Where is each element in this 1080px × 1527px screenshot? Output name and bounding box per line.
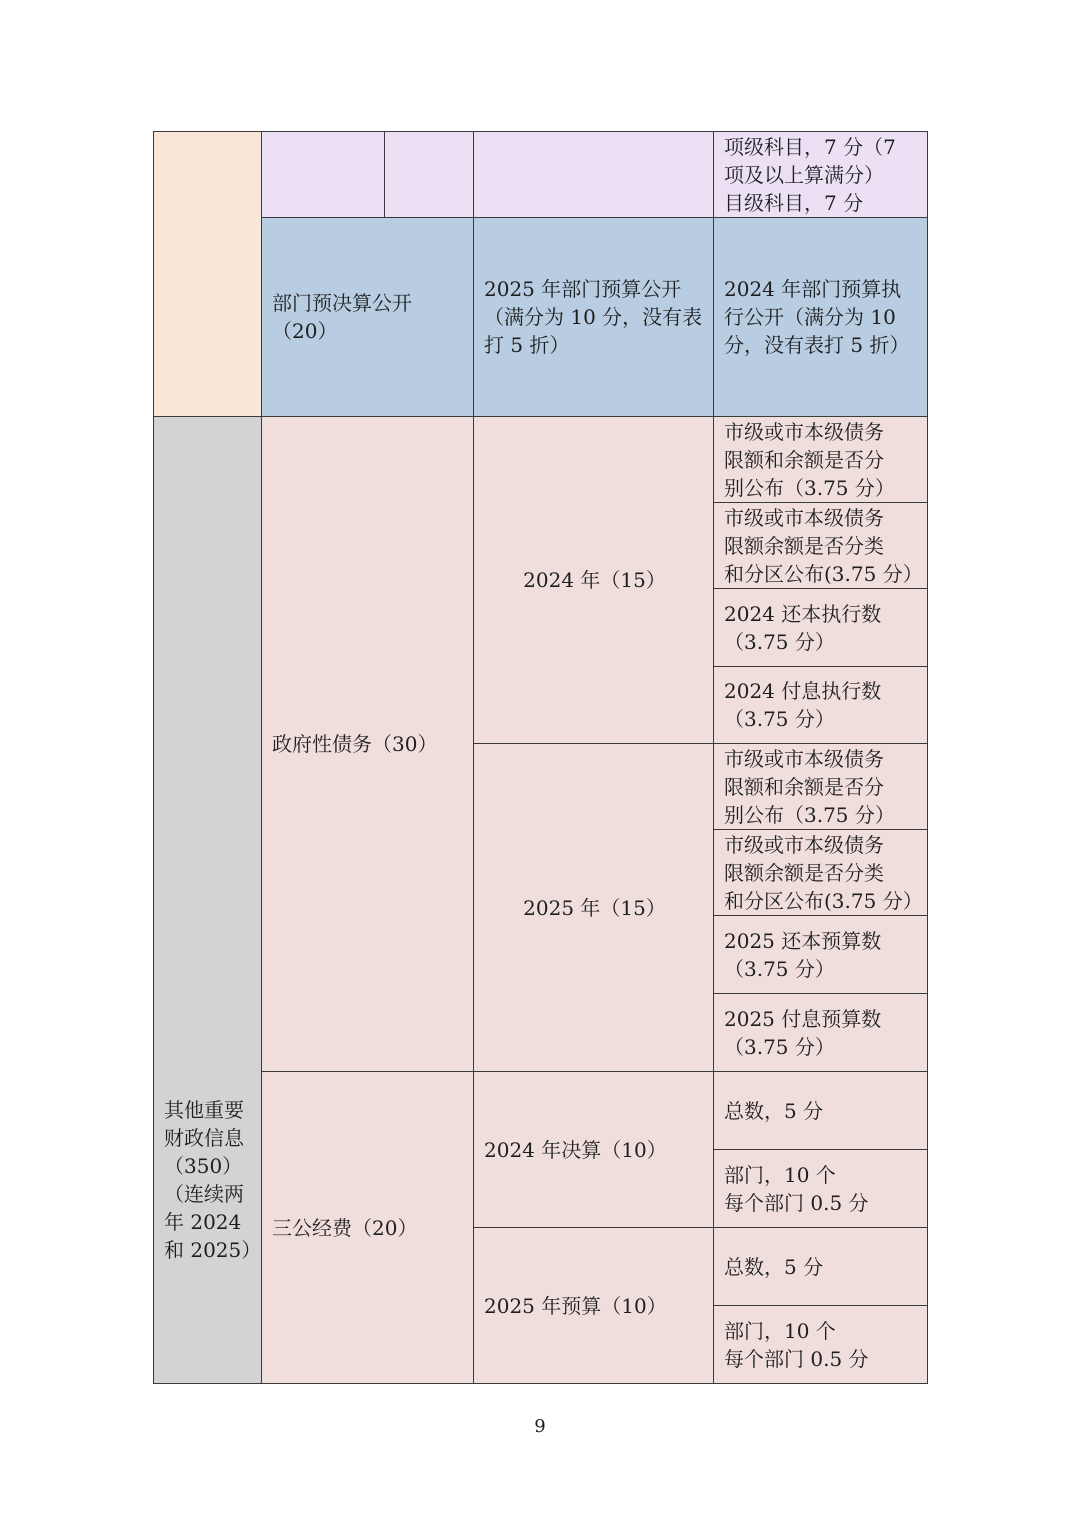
three-public-2025-dept-cell [713, 1305, 928, 1384]
three-public-category-text: 三公经费（20） [272, 1215, 418, 1240]
three-public-2025-dept-text: 部门，10 个 每个部门 0.5 分 [724, 1318, 869, 1371]
other-fiscal-info-text: 其他重要 财政信息 （350） （连续两 年 2024 和 2025） [164, 1098, 262, 1262]
three-public-2025-total-text: 总数，5 分 [724, 1254, 824, 1279]
gov-debt-2024-cell [473, 416, 714, 744]
gov-debt-2024-item-2-text: 市级或市本级债务 限额余额是否分类 和分区公布(3.75 分） [724, 505, 923, 586]
dept-budget-category-text: 部门预决算公开 （20） [272, 291, 412, 343]
gov-debt-category-text: 政府性债务（30） [272, 732, 438, 756]
gov-debt-2025-text: 2025 年（15） [523, 895, 666, 920]
dept-budget-2025-cell [473, 217, 714, 417]
gov-debt-category-cell [261, 416, 474, 1072]
three-public-2024-total-cell [713, 1071, 928, 1150]
lavender-cell-3 [473, 131, 714, 218]
gov-debt-2025-item-3 [713, 915, 928, 994]
gov-debt-2025-item-2-text: 市级或市本级债务 限额余额是否分类 和分区公布(3.75 分） [724, 832, 923, 913]
gov-debt-2025-item-2 [713, 829, 928, 916]
item-level-scoring-text: 项级科目，7 分（7 项及以上算满分） 目级科目，7 分 [724, 134, 896, 215]
gov-debt-2024-item-4 [713, 666, 928, 744]
lavender-cell-2 [384, 131, 474, 218]
three-public-2025-total-cell [713, 1227, 928, 1306]
dept-execution-2024-text: 2024 年部门预算执 行公开（满分为 10 分，没有表打 5 折） [724, 277, 910, 357]
left-category-cell-top [153, 131, 262, 417]
gov-debt-2024-item-4-text: 2024 付息执行数 （3.75 分） [724, 679, 882, 731]
gov-debt-2025-item-1-text: 市级或市本级债务 限额和余额是否分 别公布（3.75 分） [724, 746, 895, 827]
three-public-2024-dept-cell [713, 1149, 928, 1228]
three-public-2024-total-text: 总数，5 分 [724, 1098, 824, 1123]
gov-debt-2024-text: 2024 年（15） [523, 568, 666, 592]
three-public-2025-budget-text: 2025 年预算（10） [484, 1293, 667, 1318]
dept-budget-category-cell [261, 217, 474, 417]
gov-debt-2025-item-1 [713, 743, 928, 830]
three-public-2024-dept-text: 部门，10 个 每个部门 0.5 分 [724, 1162, 869, 1215]
gov-debt-2025-item-4 [713, 993, 928, 1072]
gov-debt-2024-item-3 [713, 588, 928, 667]
gov-debt-2024-item-3-text: 2024 还本执行数 （3.75 分） [724, 601, 882, 654]
lavender-cell-1 [261, 131, 385, 218]
gov-debt-2024-item-2 [713, 502, 928, 589]
dept-budget-2025-text: 2025 年部门预算公开 （满分为 10 分，没有表 打 5 折） [484, 277, 703, 357]
three-public-category-cell [261, 1071, 474, 1384]
three-public-2024-final-cell [473, 1071, 714, 1228]
three-public-2025-budget-cell [473, 1227, 714, 1384]
page-number: 9 [534, 1416, 546, 1437]
gov-debt-2024-item-1-text: 市级或市本级债务 限额和余额是否分 别公布（3.75 分） [724, 419, 895, 500]
dept-execution-2024-cell [713, 217, 928, 417]
gov-debt-2025-item-4-text: 2025 付息预算数 （3.75 分） [724, 1006, 882, 1059]
gov-debt-2025-item-3-text: 2025 还本预算数 （3.75 分） [724, 928, 882, 981]
gov-debt-2025-cell [473, 743, 714, 1072]
three-public-2024-final-text: 2024 年决算（10） [484, 1137, 667, 1162]
gov-debt-2024-item-1 [713, 416, 928, 503]
other-fiscal-info-cell [153, 416, 262, 1384]
item-level-scoring-cell [713, 131, 928, 218]
